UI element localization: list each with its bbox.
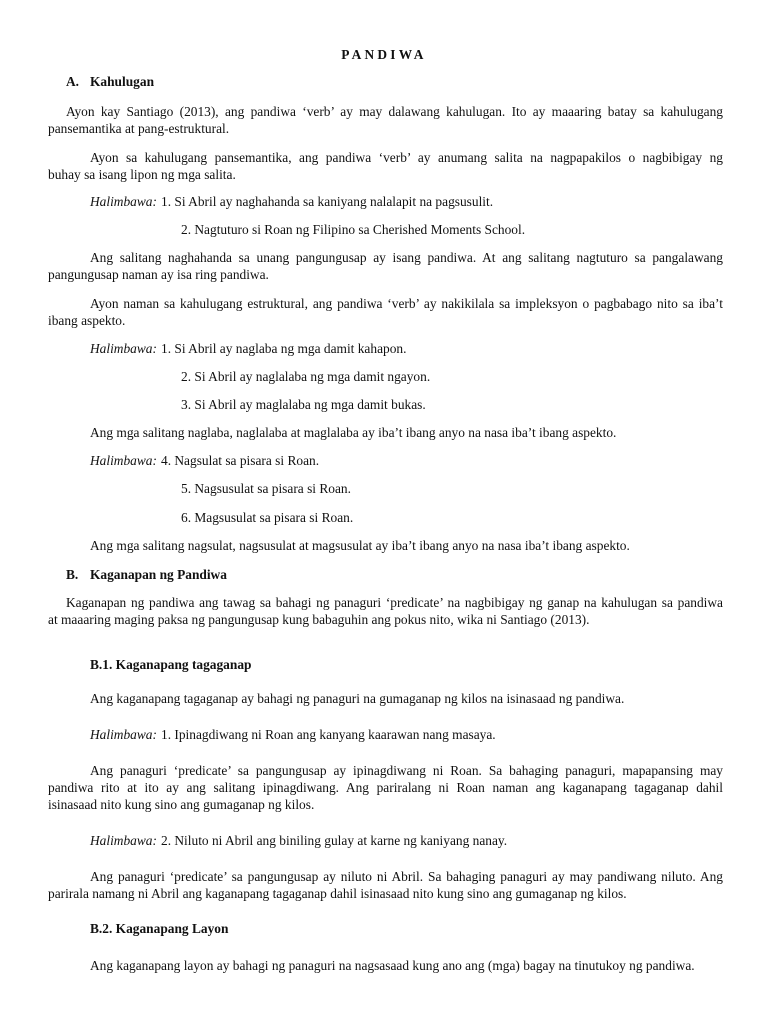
paragraph-line: Ayon sa kahulugang pansemantika, ang pandiwa ‘verb’ ay anumang salita na nagpapakilos o nagbibigay ng	[90, 150, 723, 165]
example-sentence: 2. Niluto ni Abril ang biniling gulay at karne ng kaniyang nanay.	[161, 833, 508, 848]
paragraph-line: Ang mga salitang naglaba, naglalaba at maglalaba ay iba’t ibang anyo na nasa iba’t ibang aspekto.	[90, 425, 617, 440]
section-a-letter: A.	[66, 74, 80, 89]
paragraph-line: pangungusap naman ay isa ring pandiwa.	[48, 267, 269, 282]
paragraph-line: buhay sa isang lipon ng mga salita.	[48, 167, 236, 182]
example-sentence: 2. Si Abril ay naglalaba ng mga damit ngayon.	[181, 369, 431, 384]
example-label: Halimbawa:	[90, 453, 157, 468]
paragraph-line: pansemantika at pang-estruktural.	[48, 121, 230, 136]
paragraph-line: parirala namang ni Abril ang kaganapang tagaganap dahil isinasaad nito kung sino ang gumaganap ng kilos.	[48, 886, 627, 901]
paragraph-line: Ayon naman sa kahulugang estruktural, ang pandiwa ‘verb’ ay nakikilala sa impleksyon o pagbabago nito sa iba’t	[90, 296, 723, 311]
paragraph-line: Ang kaganapang layon ay bahagi ng panaguri na nagsasaad kung ano ang (mga) bagay na tinutukoy ng pandiwa.	[90, 958, 695, 973]
example-sentence: 4. Nagsulat sa pisara si Roan.	[161, 453, 320, 468]
example-label: Halimbawa:	[90, 833, 157, 848]
paragraph-line: Ang panaguri ‘predicate’ sa pangungusap ay niluto ni Abril. Sa bahaging panaguri ay may pandiwang niluto. Ang	[90, 869, 723, 884]
example-label: Halimbawa:	[90, 341, 157, 356]
example-sentence: 5. Nagsusulat sa pisara si Roan.	[181, 481, 351, 496]
example-sentence: 2. Nagtuturo si Roan ng Filipino sa Cherished Moments School.	[181, 222, 526, 237]
example-sentence: 1. Ipinagdiwang ni Roan ang kanyang kaarawan nang masaya.	[161, 727, 496, 742]
example-label: Halimbawa:	[90, 194, 157, 209]
example-label: Halimbawa:	[90, 727, 157, 742]
section-a-heading: Kahulugan	[90, 74, 155, 89]
example-sentence: 1. Si Abril ay naglaba ng mga damit kahapon.	[161, 341, 407, 356]
section-b-heading: Kaganapan ng Pandiwa	[90, 567, 227, 582]
paragraph-line: ibang aspekto.	[48, 313, 126, 328]
subsection-heading: B.2. Kaganapang Layon	[90, 921, 229, 936]
paragraph-line: Ang kaganapang tagaganap ay bahagi ng panaguri na gumaganap ng kilos na isinasaad ng pandiwa.	[90, 691, 625, 706]
paragraph-line: pandiwa rito at ito ay ang salitang ipinagdiwang. Ang pariralang ni Roan naman ang kaganapang tagaganap dahil	[48, 780, 723, 795]
page-title: PANDIWA	[341, 47, 427, 62]
paragraph-line: Kaganapan ng pandiwa ang tawag sa bahagi ng panaguri ‘predicate’ na nagbibigay ng ganap na kahulugan sa pandiwa	[66, 595, 723, 610]
section-b-letter: B.	[66, 567, 79, 582]
paragraph-line: Ang panaguri ‘predicate’ sa pangungusap ay ipinagdiwang ni Roan. Sa bahaging panaguri, mapapansing may	[90, 763, 723, 778]
example-sentence: 3. Si Abril ay maglalaba ng mga damit bukas.	[181, 397, 426, 412]
example-sentence: 1. Si Abril ay naghahanda sa kaniyang nalalapit na pagsusulit.	[161, 194, 494, 209]
paragraph-line: isinasaad nito kung sino ang gumaganap ng kilos.	[48, 797, 315, 812]
paragraph-line: at maaaring maging paksa ng pangungusap kung babaguhin ang pokus nito, wika ni Santiago (2013).	[48, 612, 590, 627]
paragraph-line: Ang mga salitang nagsulat, nagsusulat at magsusulat ay iba’t ibang anyo na nasa iba’t ibang aspekto.	[90, 538, 630, 553]
subsection-heading: B.1. Kaganapang tagaganap	[90, 657, 252, 672]
paragraph-line: Ayon kay Santiago (2013), ang pandiwa ‘verb’ ay may dalawang kahulugan. Ito ay maaaring batay sa kahulugang	[66, 104, 723, 119]
example-sentence: 6. Magsusulat sa pisara si Roan.	[181, 510, 354, 525]
paragraph-line: Ang salitang naghahanda sa unang pangungusap ay isang pandiwa. At ang salitang nagtuturo sa pangalawang	[90, 250, 723, 265]
